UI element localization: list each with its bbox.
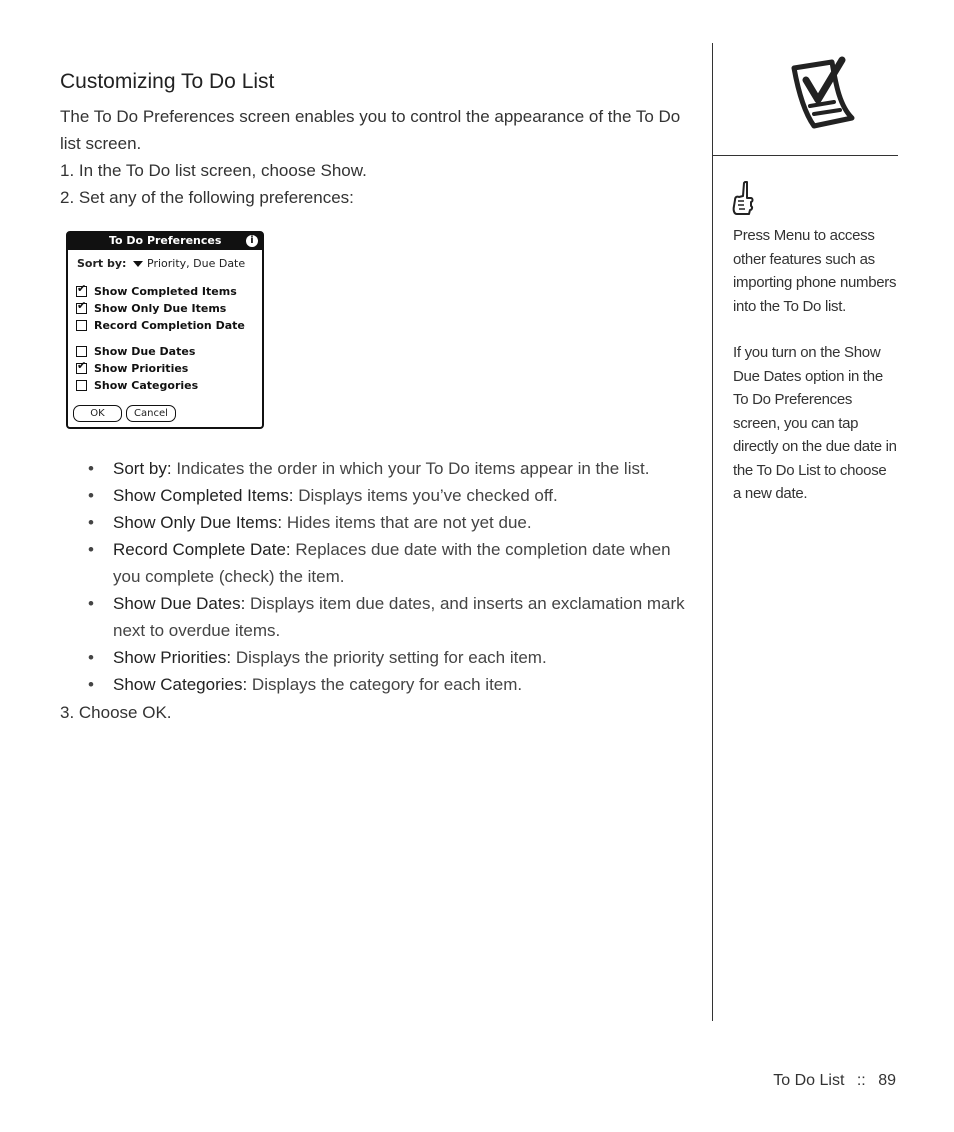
- footer-separator: ::: [856, 1072, 866, 1089]
- option-record-completion[interactable]: [76, 319, 245, 332]
- page-heading: Customizing To Do List: [60, 70, 275, 93]
- sort-by-select[interactable]: [133, 257, 245, 270]
- dialog-title-bar: [68, 233, 262, 250]
- todo-checklist-icon: [786, 56, 858, 132]
- todo-preferences-dialog: [66, 231, 264, 429]
- page-number: 89: [878, 1072, 896, 1089]
- list-item: • Show Completed Items: Displays items you’ve checked off.: [88, 486, 558, 505]
- option-show-only-due[interactable]: [76, 302, 226, 315]
- tip-paragraph-2: If you turn on the Show Due Dates option in the To Do Preferences screen, you can tap directly on the due date in the To Do List to choose a new date.: [733, 344, 897, 502]
- sidebar-divider-horizontal: [712, 155, 898, 156]
- info-icon[interactable]: i: [246, 235, 258, 247]
- ok-button[interactable]: OK: [73, 405, 122, 422]
- pointing-hand-icon: [731, 180, 755, 218]
- option-show-completed[interactable]: [76, 285, 237, 298]
- checkbox-unchecked[interactable]: [76, 380, 87, 391]
- list-item: • Show Priorities: Displays the priority setting for each item.: [88, 648, 547, 667]
- option-show-due-dates[interactable]: [76, 345, 195, 358]
- option-label: Show Only Due Items: [94, 302, 227, 315]
- list-item: • Sort by: Indicates the order in which your To Do items appear in the list.: [88, 459, 650, 478]
- option-label: Show Priorities: [94, 362, 189, 375]
- sort-by-label: Sort by:: [77, 257, 127, 270]
- checkbox-checked[interactable]: [76, 363, 87, 374]
- list-item: • Show Categories: Displays the category for each item.: [88, 675, 523, 694]
- sort-by-value: Priority, Due Date: [147, 257, 246, 270]
- list-item: • Record Complete Date: Replaces due date with the completion date when you complete (check) the item.: [88, 540, 671, 586]
- dropdown-arrow-icon: [133, 261, 143, 267]
- checkbox-unchecked[interactable]: [76, 346, 87, 357]
- option-show-priorities[interactable]: [76, 362, 188, 375]
- tip-paragraph-1: Press Menu to access other features such as importing phone numbers into the To Do list.: [733, 227, 897, 315]
- footer-section: To Do List: [773, 1072, 845, 1089]
- dialog-title: To Do Preferences: [109, 234, 222, 247]
- option-label: Show Due Dates: [94, 345, 196, 358]
- sidebar-divider-vertical: [712, 43, 713, 1021]
- step-3: 3. Choose OK.: [60, 703, 172, 722]
- page-footer: [773, 1072, 896, 1090]
- list-item: • Show Due Dates: Displays item due dates, and inserts an exclamation mark next to overdue items.: [88, 594, 685, 640]
- preference-bullet-list: [88, 455, 698, 698]
- checkbox-checked[interactable]: [76, 303, 87, 314]
- cancel-button[interactable]: Cancel: [126, 405, 176, 422]
- step-1: 1. In the To Do list screen, choose Show.: [60, 161, 367, 180]
- list-item: • Show Only Due Items: Hides items that are not yet due.: [88, 513, 532, 532]
- step-2: 2. Set any of the following preferences:: [60, 188, 354, 207]
- checkbox-unchecked[interactable]: [76, 320, 87, 331]
- checkbox-checked[interactable]: [76, 286, 87, 297]
- option-label: Show Completed Items: [94, 285, 237, 298]
- intro-paragraph: The To Do Preferences screen enables you to control the appearance of the To Do list screen.: [60, 107, 681, 153]
- option-label: Show Categories: [94, 379, 199, 392]
- option-label: Record Completion Date: [94, 319, 245, 332]
- option-show-categories[interactable]: [76, 379, 198, 392]
